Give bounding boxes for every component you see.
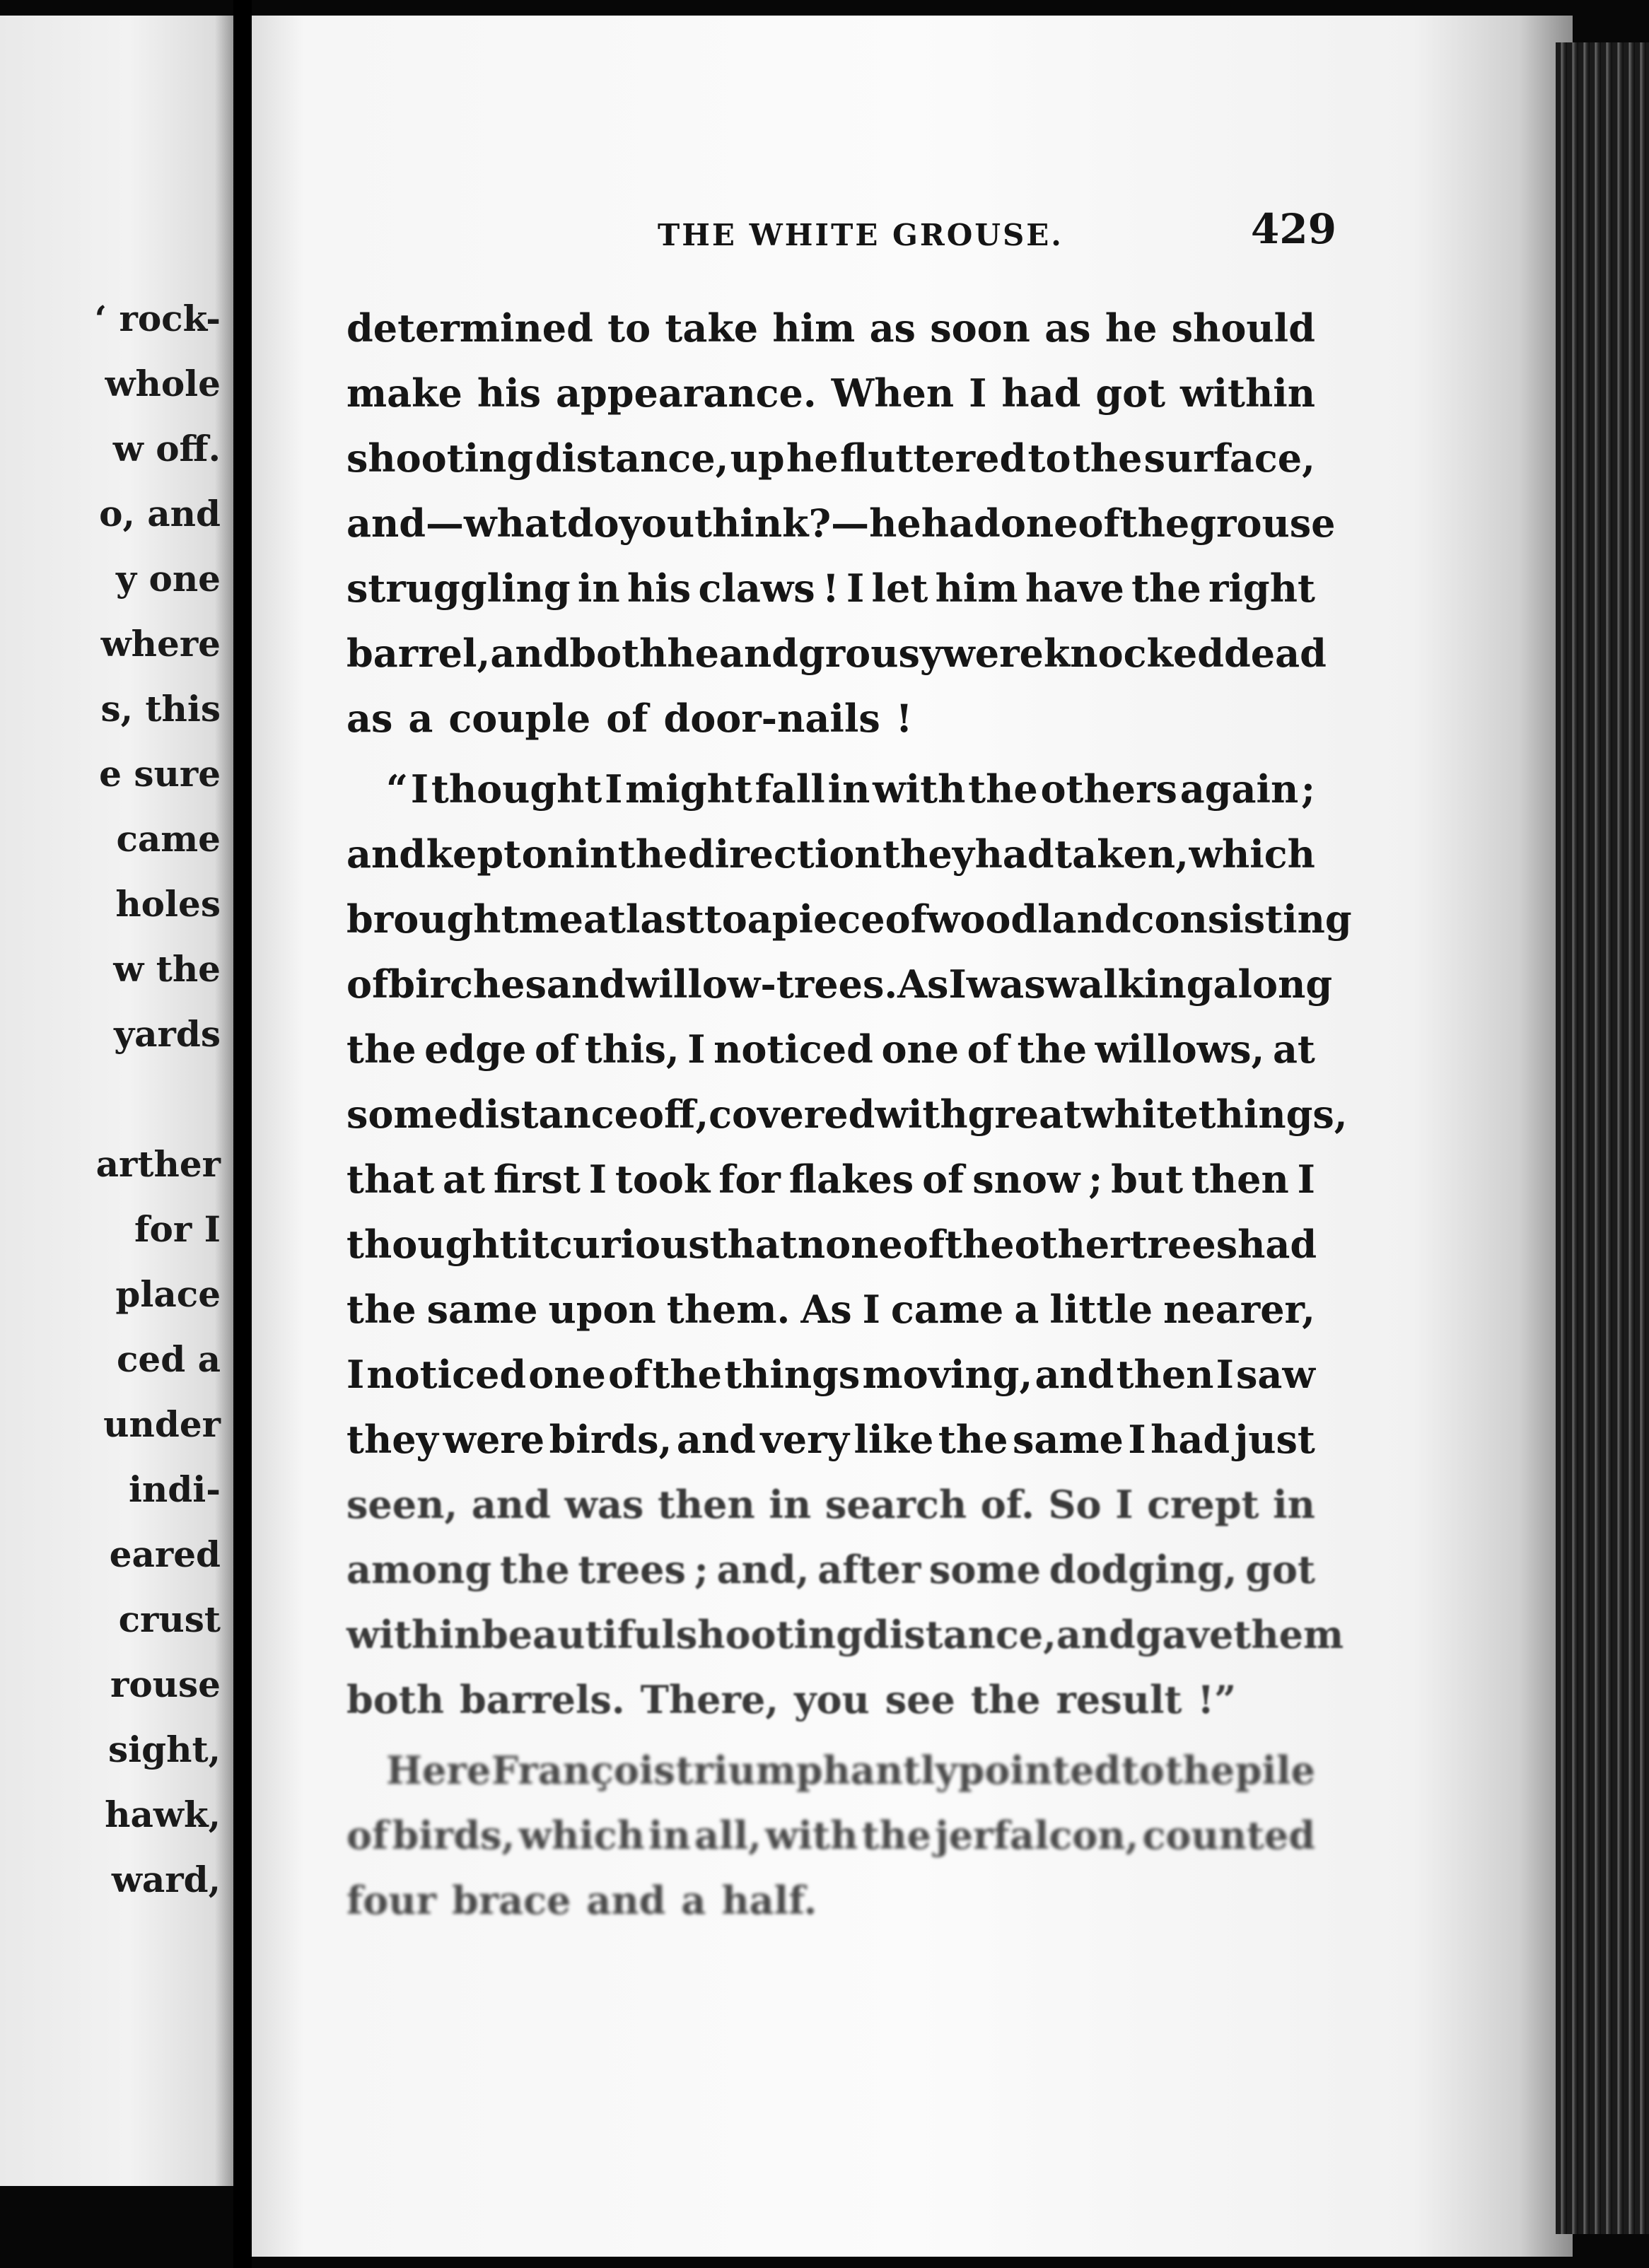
word: then (1116, 1352, 1214, 1397)
word: things (724, 1352, 861, 1397)
word: counted (1142, 1813, 1315, 1858)
left-page-line: s, this (100, 688, 221, 730)
word: and (346, 831, 426, 877)
word: both (346, 1677, 444, 1722)
left-page-line: ‘ rock- (94, 298, 221, 339)
word: him (935, 566, 1018, 611)
word: they (882, 831, 975, 877)
word: others (1040, 766, 1177, 812)
word: do (566, 501, 619, 546)
word: door-nails (663, 696, 880, 741)
word: up (730, 436, 785, 481)
word: and—what (346, 501, 567, 546)
text-line (346, 1277, 1315, 1342)
word: the (1165, 1748, 1235, 1793)
word: piece (771, 896, 885, 942)
word: have (1025, 566, 1124, 611)
word: the (1017, 1027, 1088, 1072)
word: the (1131, 566, 1201, 611)
word: I (1128, 1417, 1146, 1462)
left-page-line: ward, (111, 1859, 221, 1900)
text-line (346, 491, 1336, 556)
word: with (765, 1813, 858, 1858)
word: white (1081, 1092, 1199, 1137)
word: one (528, 1352, 606, 1397)
word: kept (426, 831, 522, 877)
word: of. (980, 1482, 1035, 1527)
word: of (346, 961, 389, 1007)
word: willows, (1095, 1027, 1265, 1072)
word: along (1213, 961, 1333, 1007)
word: as (1044, 305, 1091, 351)
word: very (760, 1417, 849, 1462)
word: take (665, 305, 759, 351)
word: Here (386, 1748, 491, 1793)
text-line (346, 361, 1315, 426)
word: but (1111, 1157, 1184, 1202)
word: gave (1135, 1612, 1234, 1657)
word: and (586, 1878, 666, 1923)
word: ! (895, 696, 913, 741)
word: at (443, 1157, 485, 1202)
word: took (614, 1157, 711, 1202)
word: curious (549, 1222, 710, 1267)
text-line (346, 1803, 1315, 1868)
word: I (1115, 1482, 1134, 1527)
word: with (875, 1092, 968, 1137)
word: the (970, 1677, 1041, 1722)
word: There, (640, 1677, 779, 1722)
word: make (346, 370, 462, 416)
word: four (346, 1878, 436, 1923)
word: I (948, 961, 967, 1007)
left-page-line: holes (115, 883, 221, 925)
word: the (500, 1547, 570, 1592)
word: birds, (549, 1417, 672, 1462)
word: I (862, 1287, 880, 1332)
text-line (346, 1472, 1315, 1537)
word: and (546, 961, 626, 1007)
text-line (346, 1868, 1315, 1933)
word: his (477, 370, 542, 416)
word: as (346, 696, 393, 741)
left-page-line: w off. (112, 428, 221, 469)
word: direction (687, 831, 882, 877)
word: François (491, 1748, 675, 1793)
word: at (583, 896, 626, 942)
word: search (824, 1482, 967, 1527)
word: the (968, 766, 1038, 812)
text-line (346, 1212, 1315, 1277)
word: of (608, 1352, 651, 1397)
word: dead (1224, 631, 1327, 676)
word: shooting (346, 436, 534, 481)
left-page-line: w the (113, 948, 221, 990)
word: knocked (1043, 631, 1224, 676)
text-line (346, 1602, 1344, 1667)
word: willow-trees. (625, 961, 898, 1007)
left-page-line: e sure (99, 753, 221, 795)
word: great (967, 1092, 1082, 1137)
word: I (969, 370, 987, 416)
word: ; (1301, 766, 1315, 812)
word: in (1273, 1482, 1315, 1527)
word: you (619, 501, 695, 546)
text-line (346, 1147, 1315, 1212)
word: and (1035, 1352, 1114, 1397)
word: and (1056, 1612, 1136, 1657)
word: they (346, 1417, 438, 1462)
word: noticed (713, 1027, 873, 1072)
word: dodging, (1049, 1547, 1237, 1592)
word: of (967, 1027, 1009, 1072)
left-page-line: y one (116, 558, 221, 600)
word: on (521, 831, 575, 877)
word: might (625, 766, 752, 812)
word: had (974, 831, 1054, 877)
word: at (1272, 1027, 1315, 1072)
text-line (346, 952, 1333, 1017)
left-page-line: sight, (108, 1729, 221, 1770)
left-page-line: eared (109, 1533, 221, 1575)
text-line (346, 296, 1315, 361)
text-line (346, 887, 1352, 952)
word: some (929, 1547, 1041, 1592)
word: and (490, 631, 570, 676)
word: this, (584, 1027, 680, 1072)
word: I (605, 766, 623, 812)
text-line (346, 1342, 1315, 1407)
word: distance (458, 1092, 639, 1137)
word: thought (346, 1222, 518, 1267)
word: little (1049, 1287, 1153, 1332)
word: that (709, 1222, 798, 1267)
word: for (718, 1157, 781, 1202)
word: was (966, 961, 1046, 1007)
word: like (853, 1417, 934, 1462)
word: you (794, 1677, 870, 1722)
word: a (1014, 1287, 1039, 1332)
word: other (1014, 1222, 1130, 1267)
word: the (617, 831, 688, 877)
word: ; (1088, 1157, 1103, 1202)
word: I (588, 1157, 607, 1202)
word: I (1297, 1157, 1315, 1202)
word: fall (754, 766, 825, 812)
word: got (1095, 370, 1166, 416)
word: things, (1198, 1092, 1348, 1137)
word: and (471, 1482, 551, 1527)
word: “ (386, 766, 409, 812)
word: birds, (392, 1813, 515, 1858)
word: As (800, 1287, 852, 1332)
word: in (827, 766, 870, 812)
word: I (410, 766, 429, 812)
word: grouse (1189, 501, 1336, 546)
word: the (1119, 501, 1190, 546)
word: crept (1147, 1482, 1259, 1527)
word: the (861, 1813, 932, 1858)
word: last (625, 896, 704, 942)
text-line (346, 1082, 1348, 1147)
word: snow (972, 1157, 1080, 1202)
word: after (817, 1547, 921, 1592)
word: edge (424, 1027, 527, 1072)
left-facing-page (0, 16, 233, 2186)
text-line (346, 621, 1327, 686)
word: same (426, 1287, 538, 1332)
word: nearer, (1163, 1287, 1315, 1332)
paragraph-gap (346, 1732, 1315, 1738)
word: had (1150, 1417, 1230, 1462)
left-page-line: hawk, (105, 1794, 221, 1835)
word: appearance. (556, 370, 817, 416)
word: he (667, 631, 719, 676)
left-page-line: place (115, 1273, 221, 1315)
word: of (346, 1813, 389, 1858)
word: that (346, 1157, 435, 1202)
word: then (1191, 1157, 1289, 1202)
word: !” (1197, 1677, 1237, 1722)
word: just (1234, 1417, 1315, 1462)
text-line (346, 1738, 1315, 1803)
word: him (772, 305, 856, 351)
running-title: THE WHITE GROUSE. (658, 218, 1064, 252)
text-line (346, 556, 1315, 621)
word: trees (578, 1547, 686, 1592)
left-page-line: under (103, 1403, 221, 1445)
left-page-line: arther (95, 1143, 221, 1185)
word: in (648, 1813, 691, 1858)
left-page-line: for I (134, 1208, 221, 1250)
word: triumphantly (675, 1748, 957, 1793)
word: same (1012, 1417, 1124, 1462)
word: he (786, 436, 839, 481)
left-page-line: yards (114, 1013, 221, 1055)
word: of (534, 1027, 577, 1072)
word: thought (431, 766, 602, 812)
word: one (1000, 501, 1078, 546)
word: barrels. (459, 1677, 625, 1722)
word: had (1237, 1222, 1317, 1267)
word: again (1179, 766, 1299, 812)
word: to (1121, 1748, 1165, 1793)
left-page-line: rouse (110, 1664, 221, 1705)
left-page-line: indi- (128, 1468, 221, 1510)
word: brace (451, 1878, 571, 1923)
word: them. (666, 1287, 791, 1332)
word: seen, (346, 1482, 458, 1527)
word: a (747, 896, 772, 942)
running-head (403, 205, 1336, 262)
word: pile (1235, 1748, 1315, 1793)
word: couple (448, 696, 591, 741)
text-line (346, 686, 1315, 751)
left-page-line: whole (105, 363, 221, 404)
word: saw (1235, 1352, 1315, 1397)
word: fluttered (839, 436, 1027, 481)
page-number: 429 (1250, 205, 1336, 253)
word: were (443, 1417, 545, 1462)
word: upon (548, 1287, 656, 1332)
word: to (607, 305, 651, 351)
word: came (890, 1287, 1004, 1332)
word: which (518, 1813, 645, 1858)
word: in (575, 831, 618, 877)
word: his (627, 566, 692, 611)
word: half. (721, 1878, 817, 1923)
word: was (564, 1482, 644, 1527)
word: woodland (926, 896, 1131, 942)
word: were (942, 631, 1044, 676)
word: first (493, 1157, 581, 1202)
word: them (1233, 1612, 1344, 1657)
word: some (346, 1092, 458, 1137)
word: of (922, 1157, 965, 1202)
word: So (1048, 1482, 1102, 1527)
word: think (694, 501, 809, 546)
word: should (1171, 305, 1315, 351)
word: one (881, 1027, 960, 1072)
word: which (1189, 831, 1315, 877)
text-line (346, 1017, 1315, 1082)
word: I (687, 1027, 706, 1072)
word: as (869, 305, 916, 351)
word: beautiful (481, 1612, 676, 1657)
word: barrel, (346, 631, 491, 676)
text-line (346, 1407, 1315, 1472)
word: to (1027, 436, 1071, 481)
word: to (704, 896, 747, 942)
word: had (921, 501, 1001, 546)
word: in (577, 566, 620, 611)
word: determined (346, 305, 593, 351)
page-edges (1556, 42, 1649, 2234)
word: consisting (1131, 896, 1352, 942)
word: it (517, 1222, 549, 1267)
text-line (346, 822, 1315, 887)
word: jerfalcon, (935, 1813, 1139, 1858)
word: shooting (675, 1612, 863, 1657)
word: within (1180, 370, 1315, 416)
word: soon (930, 305, 1030, 351)
paragraph-gap (346, 751, 1315, 756)
word: ! (822, 566, 839, 611)
word: the (945, 1222, 1015, 1267)
word: in (769, 1482, 812, 1527)
word: a (681, 1878, 706, 1923)
word: right (1208, 566, 1315, 611)
word: with (873, 766, 966, 812)
word: distance, (863, 1612, 1056, 1657)
left-page-line: came (116, 818, 221, 860)
word: moving, (862, 1352, 1033, 1397)
word: distance, (535, 436, 729, 481)
word: When (831, 370, 955, 416)
word: walking (1045, 961, 1213, 1007)
word: brought (346, 896, 519, 942)
word: the (938, 1417, 1008, 1462)
word: then (657, 1482, 755, 1527)
word: me (518, 896, 583, 942)
text-line (346, 426, 1315, 491)
text-line (346, 756, 1315, 822)
word: of (1078, 501, 1120, 546)
word: within (346, 1612, 482, 1657)
book-gutter (233, 0, 252, 2268)
word: grousy (798, 631, 943, 676)
word: result (1056, 1677, 1182, 1722)
word: the (652, 1352, 723, 1397)
word: and (718, 631, 798, 676)
word: pointed (957, 1748, 1121, 1793)
word: let (871, 566, 928, 611)
word: trees (1129, 1222, 1238, 1267)
word: of (902, 1222, 945, 1267)
text-line (346, 1537, 1315, 1602)
word: and (676, 1417, 756, 1462)
word: birches (388, 961, 547, 1007)
word: claws (698, 566, 815, 611)
word: both (569, 631, 668, 676)
word: all, (694, 1813, 762, 1858)
left-page-line: crust (118, 1598, 221, 1640)
word: a (408, 696, 433, 741)
word: I (1216, 1352, 1234, 1397)
word: see (885, 1677, 955, 1722)
word: among (346, 1547, 492, 1592)
word: covered (709, 1092, 875, 1137)
word: had (1001, 370, 1081, 416)
word: ; (694, 1547, 709, 1592)
left-page-line: where (100, 623, 221, 665)
word: surface, (1143, 436, 1315, 481)
word: he (1105, 305, 1158, 351)
word: none (797, 1222, 903, 1267)
word: the (346, 1287, 416, 1332)
text-line (346, 1667, 1315, 1732)
word: taken, (1054, 831, 1189, 877)
word: of (606, 696, 648, 741)
body-text (346, 296, 1352, 1933)
left-page-line: ced a (116, 1338, 221, 1380)
left-page-line: o, and (99, 493, 221, 534)
word: got (1245, 1547, 1315, 1592)
word: the (1072, 436, 1143, 481)
word: noticed (366, 1352, 527, 1397)
word: and, (716, 1547, 810, 1592)
word: flakes (788, 1157, 914, 1202)
word: off, (639, 1092, 709, 1137)
word: I (346, 1352, 365, 1397)
word: As (897, 961, 949, 1007)
word: the (346, 1027, 416, 1072)
word: of (885, 896, 927, 942)
word: struggling (346, 566, 571, 611)
word: ?—he (808, 501, 921, 546)
word: I (846, 566, 865, 611)
